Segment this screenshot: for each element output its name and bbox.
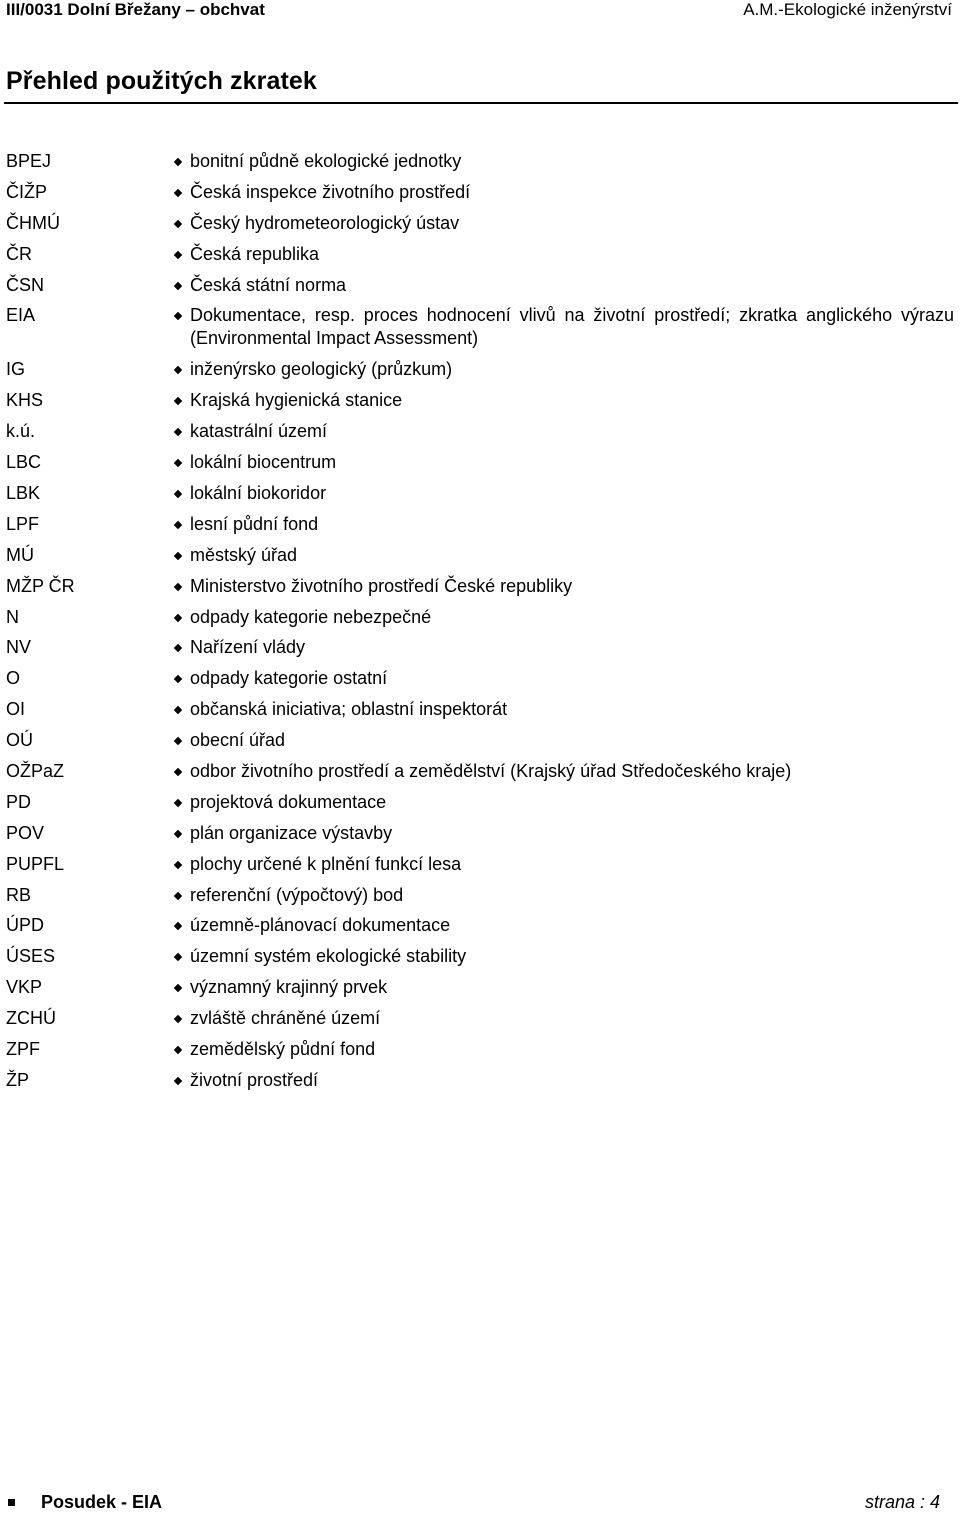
definition-text: lesní půdní fond [190, 513, 319, 534]
definition-text: územní systém ekologické stability [190, 946, 467, 967]
diamond-bullet-icon [174, 922, 182, 930]
list-item [0, 945, 960, 976]
definition-text: bonitní půdně ekologické jednotky [190, 151, 462, 171]
abbreviation-definition [174, 513, 954, 536]
diamond-bullet-icon [174, 768, 182, 776]
diamond-bullet-icon [174, 312, 182, 320]
diamond-bullet-icon [174, 397, 182, 405]
diamond-bullet-icon [174, 582, 182, 590]
diamond-bullet-icon [174, 675, 182, 683]
page-title: Přehled použitých zkratek [6, 67, 317, 95]
diamond-bullet-icon [174, 281, 182, 289]
diamond-bullet-icon [174, 490, 182, 498]
diamond-bullet-icon [174, 1015, 182, 1023]
list-item [0, 698, 960, 729]
abbreviation-definition [174, 212, 954, 235]
abbreviation-term: KHS [6, 390, 44, 411]
abbreviation-term: LPF [6, 513, 40, 534]
definition-text: zvláště chráněné území [190, 1008, 381, 1029]
abbreviation-term: IG [6, 359, 26, 380]
diamond-bullet-icon [174, 799, 182, 807]
abbreviation-definition [174, 358, 954, 381]
definition-text: občanská iniciativa; oblastní inspektorát [190, 699, 508, 720]
list-item [0, 636, 960, 667]
diamond-bullet-icon [174, 737, 182, 745]
definition-text: lokální biokoridor [190, 483, 327, 504]
list-item [0, 729, 960, 760]
square-bullet-icon [8, 1499, 15, 1506]
list-item [0, 513, 960, 544]
diamond-bullet-icon [174, 860, 182, 868]
abbreviation-term: PUPFL [6, 853, 65, 874]
abbreviation-term: POV [6, 822, 45, 843]
diamond-bullet-icon [174, 521, 182, 529]
abbreviation-definition [174, 729, 954, 752]
list-item [0, 358, 960, 389]
abbreviation-definition [174, 914, 954, 937]
diamond-bullet-icon [174, 1046, 182, 1054]
abbreviation-list [0, 150, 960, 1100]
abbreviation-term: MÚ [6, 544, 34, 565]
list-item [0, 575, 960, 606]
list-item [0, 274, 960, 305]
definition-text: Nařízení vlády [190, 637, 306, 658]
abbreviation-term: EIA [6, 305, 36, 326]
abbreviation-definition [174, 884, 954, 907]
abbreviation-term: MŽP ČR [6, 575, 75, 596]
footer-page-number: strana : 4 [864, 1492, 940, 1512]
abbreviation-term: k.ú. [6, 421, 36, 442]
abbreviation-definition [174, 482, 954, 505]
definition-text: odpady kategorie nebezpečné [190, 606, 432, 627]
diamond-bullet-icon [174, 953, 182, 961]
definition-text: zemědělský půdní fond [190, 1039, 376, 1060]
abbreviation-definition [174, 451, 954, 474]
diamond-bullet-icon [174, 891, 182, 899]
list-item [0, 791, 960, 822]
list-item [0, 150, 960, 181]
abbreviation-definition [174, 698, 954, 721]
abbreviation-definition [174, 544, 954, 567]
definition-text: Dokumentace, resp. proces hodnocení vlivů na životní prostředí; zkratka anglického výrazu (Environmental Impact Assessment) [190, 305, 954, 349]
definition-text: plán organizace výstavby [190, 822, 393, 843]
abbreviation-definition [174, 636, 954, 659]
diamond-bullet-icon [174, 158, 182, 166]
abbreviation-definition [174, 606, 954, 629]
abbreviation-definition [174, 150, 954, 173]
abbreviation-definition [174, 181, 954, 204]
abbreviation-definition [174, 791, 954, 814]
abbreviation-term: ZCHÚ [6, 1008, 56, 1029]
definition-text: katastrální území [190, 421, 328, 442]
definition-text: obecní úřad [190, 730, 286, 751]
header-project-title: III/0031 Dolní Břežany – obchvat [6, 0, 265, 19]
definition-text: plochy určené k plnění funkcí lesa [190, 853, 462, 874]
abbreviation-definition [174, 1007, 954, 1030]
list-item [0, 451, 960, 482]
abbreviation-term: RB [6, 884, 32, 905]
diamond-bullet-icon [174, 644, 182, 652]
abbreviation-term: VKP [6, 977, 43, 998]
list-item [0, 420, 960, 451]
definition-text: Ministerstvo životního prostředí České republiky [190, 575, 573, 596]
diamond-bullet-icon [174, 250, 182, 258]
abbreviation-definition [174, 304, 954, 358]
definition-text: městský úřad [190, 544, 298, 565]
abbreviation-term: ČR [6, 243, 32, 264]
list-item [0, 482, 960, 513]
list-item [0, 822, 960, 853]
definition-text: životní prostředí [190, 1069, 319, 1090]
list-item [0, 181, 960, 212]
abbreviation-definition [174, 1038, 954, 1061]
list-item [0, 544, 960, 575]
list-item [0, 389, 960, 420]
definition-text: významný krajinný prvek [190, 977, 388, 998]
header-company: A.M.-Ekologické inženýrství [743, 0, 952, 19]
abbreviation-term: LBC [6, 452, 42, 473]
diamond-bullet-icon [174, 613, 182, 621]
diamond-bullet-icon [174, 984, 182, 992]
abbreviation-term: OÚ [6, 730, 33, 751]
abbreviation-definition [174, 243, 954, 266]
list-item [0, 606, 960, 637]
abbreviation-term: LBK [6, 483, 41, 504]
list-item [0, 853, 960, 884]
definition-text: Česká republika [190, 243, 320, 264]
definition-text: referenční (výpočtový) bod [190, 884, 404, 905]
definition-text: odpady kategorie ostatní [190, 668, 388, 689]
abbreviation-definition [174, 667, 954, 690]
definition-text: Český hydrometeorologický ústav [190, 212, 460, 233]
abbreviation-definition [174, 420, 954, 443]
page-footer [6, 1492, 954, 1512]
abbreviation-term: ÚSES [6, 946, 56, 967]
list-item [0, 760, 960, 791]
abbreviation-term: NV [6, 637, 32, 658]
abbreviation-term: ŽP [6, 1069, 30, 1090]
diamond-bullet-icon [174, 428, 182, 436]
diamond-bullet-icon [174, 366, 182, 374]
list-item [0, 243, 960, 274]
list-item [0, 304, 960, 358]
abbreviation-term: OŽPaZ [6, 761, 65, 782]
page-header [6, 0, 954, 20]
abbreviation-term: ČIŽP [6, 181, 48, 202]
list-item [0, 1007, 960, 1038]
list-item [0, 1038, 960, 1069]
definition-text: odbor životního prostředí a zemědělství (Krajský úřad Středočeského kraje) [190, 761, 792, 782]
abbreviation-definition [174, 274, 954, 297]
abbreviation-term: N [6, 606, 19, 627]
abbreviation-term: ZPF [6, 1039, 40, 1060]
abbreviation-definition [174, 853, 954, 876]
definition-text: územně-plánovací dokumentace [190, 915, 451, 936]
title-divider [4, 102, 958, 104]
diamond-bullet-icon [174, 552, 182, 560]
abbreviation-term: O [6, 668, 21, 689]
diamond-bullet-icon [174, 706, 182, 714]
diamond-bullet-icon [174, 189, 182, 197]
abbreviation-term: ČHMÚ [6, 212, 60, 233]
abbreviation-definition [174, 575, 954, 598]
definition-text: lokální biocentrum [190, 452, 337, 473]
list-item [0, 884, 960, 915]
definition-text: Krajská hygienická stanice [190, 390, 403, 411]
abbreviation-term: ÚPD [6, 915, 45, 936]
abbreviation-term: ČSN [6, 274, 45, 295]
diamond-bullet-icon [174, 830, 182, 838]
list-item [0, 667, 960, 698]
abbreviation-definition [174, 760, 954, 783]
diamond-bullet-icon [174, 459, 182, 467]
list-item [0, 914, 960, 945]
diamond-bullet-icon [174, 220, 182, 228]
footer-document-name: Posudek - EIA [41, 1492, 163, 1512]
abbreviation-definition [174, 945, 954, 968]
abbreviation-definition [174, 1069, 954, 1092]
list-item [0, 1069, 960, 1100]
definition-text: Česká inspekce životního prostředí [190, 181, 471, 202]
diamond-bullet-icon [174, 1077, 182, 1085]
definition-text: inženýrsko geologický (průzkum) [190, 359, 453, 380]
abbreviation-term: OI [6, 699, 26, 720]
definition-text: Česká státní norma [190, 274, 347, 295]
list-item [0, 212, 960, 243]
abbreviation-term: BPEJ [6, 151, 52, 171]
abbreviation-definition [174, 822, 954, 845]
abbreviation-definition [174, 389, 954, 412]
definition-text: projektová dokumentace [190, 791, 387, 812]
abbreviation-term: PD [6, 791, 32, 812]
abbreviation-definition [174, 976, 954, 999]
list-item [0, 976, 960, 1007]
